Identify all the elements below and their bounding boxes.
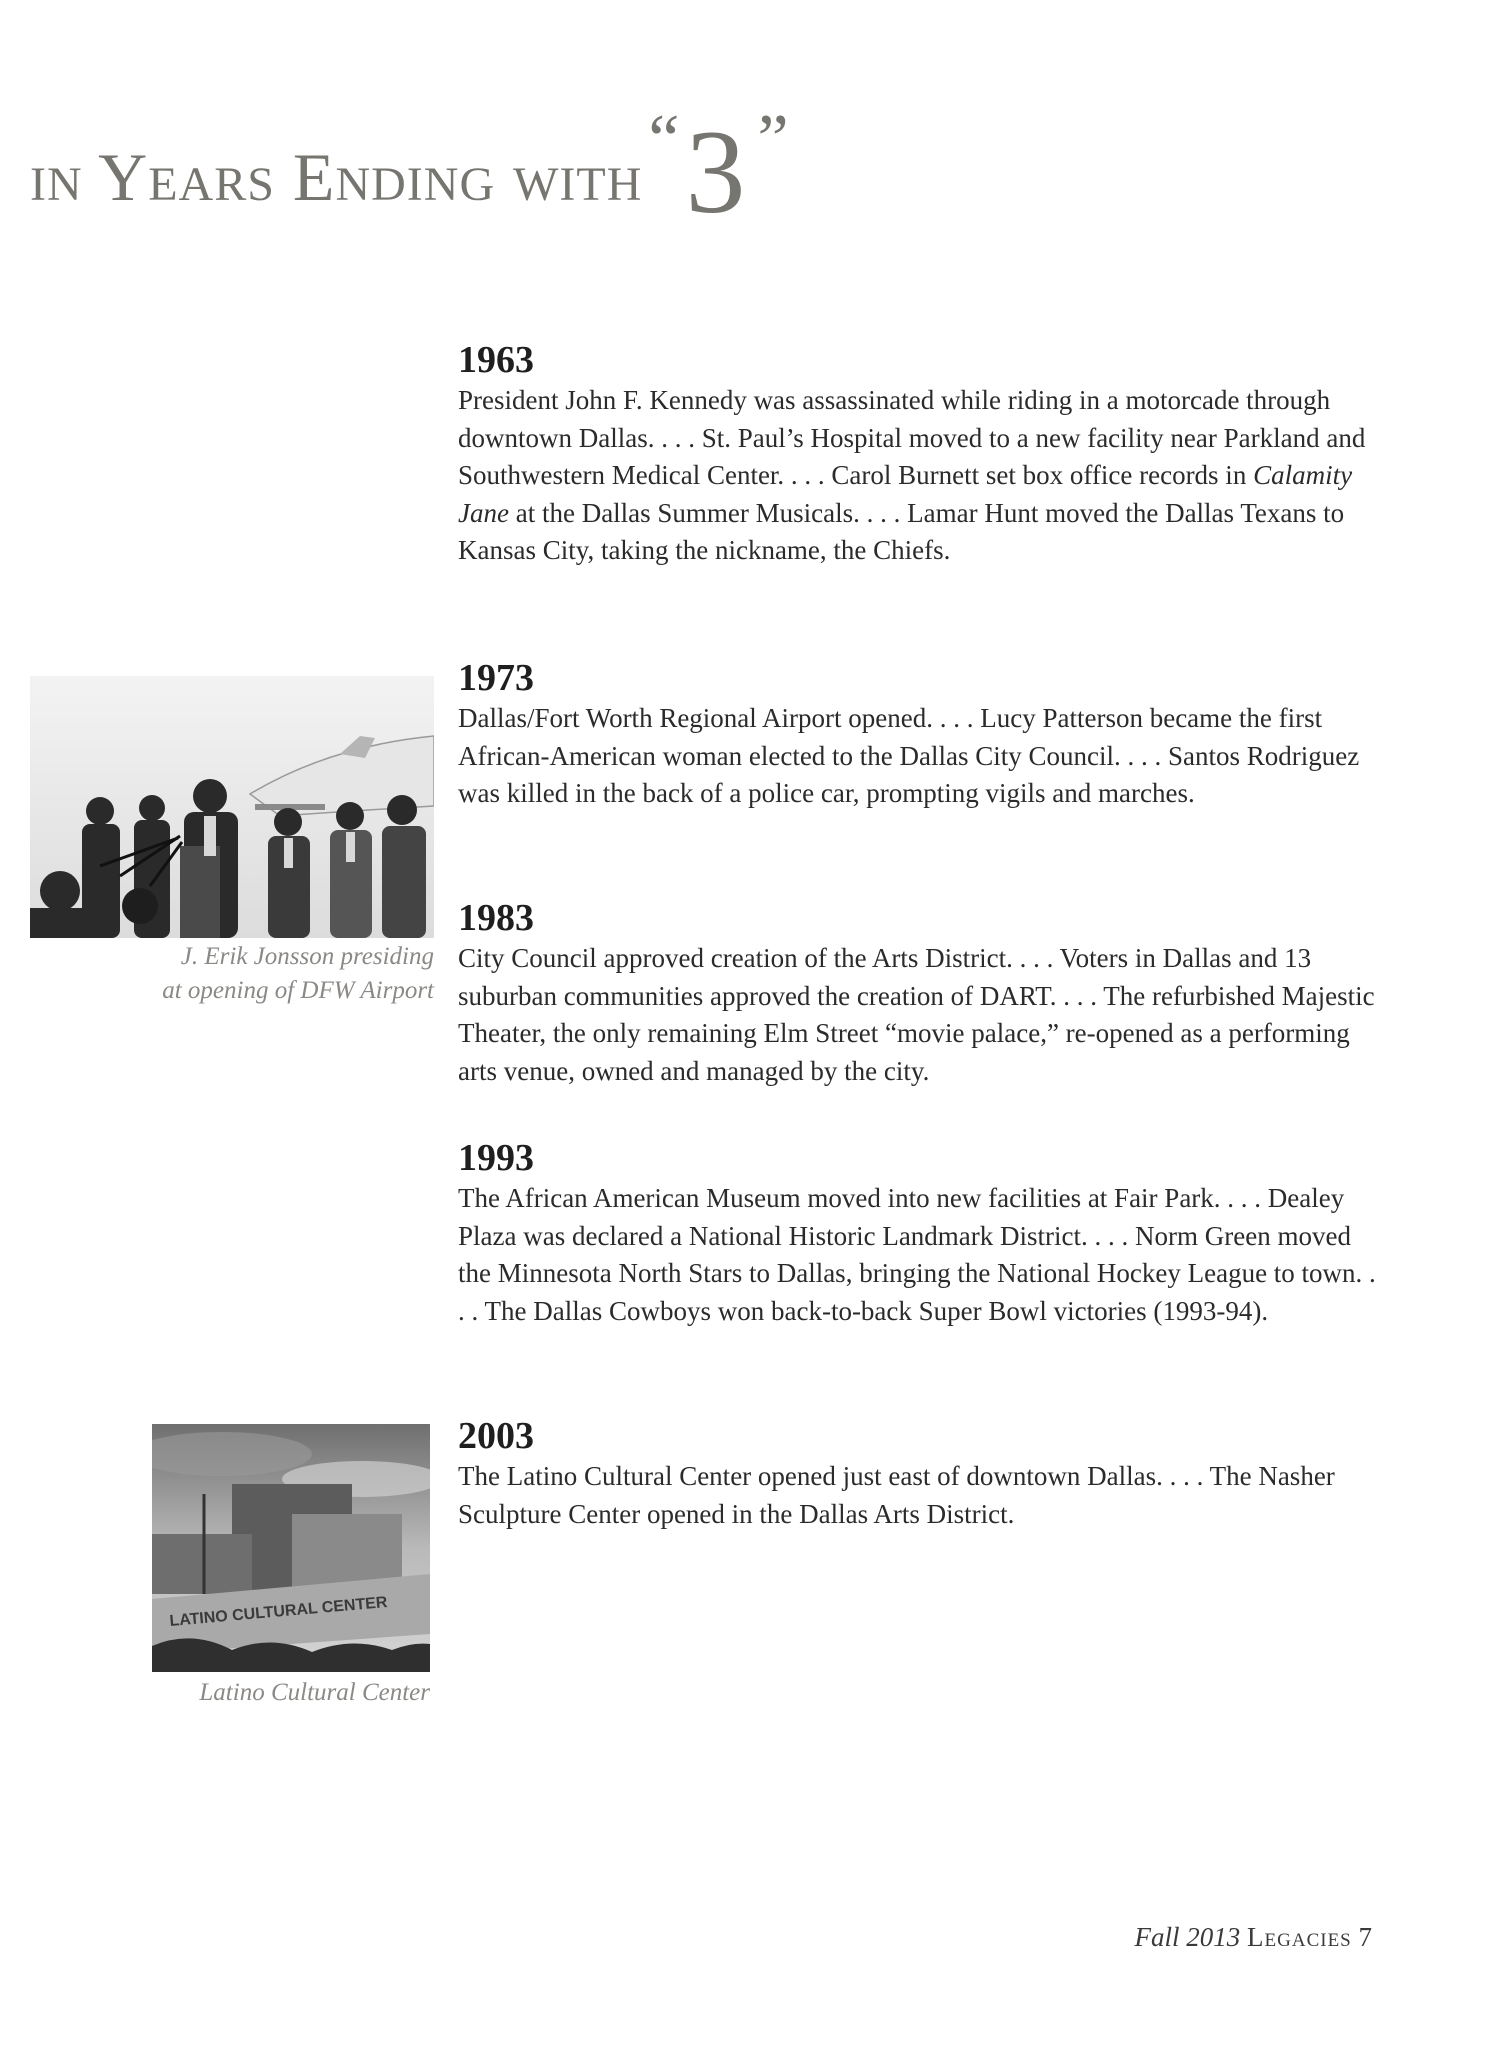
entry-1963: [458, 338, 1378, 570]
photo-dfw-airport-opening: [30, 676, 434, 938]
entry-1983: [458, 896, 1378, 1090]
photo-caption-dfw: [30, 940, 434, 1008]
entry-text: City Council approved creation of the Arts District. . . . Voters in Dallas and 13 suburban communities approved the creation of DART. . . . The refurbished Majestic Theater, the only remaining Elm Street “movie palace,” re-opened as a performing arts venue, owned and managed by the city.: [458, 943, 1375, 1086]
entry-year: 1973: [458, 657, 534, 699]
entry-text: The African American Museum moved into new facilities at Fair Park. . . . Dealey Plaza was declared a National Historic Landmark District. . . . Norm Green moved the Minnesota North Stars to Dallas, bringing the National Hockey League to town. . . . The Dallas Cowboys won back-to-back Super Bowl victories (1993-94).: [458, 1183, 1376, 1326]
entry-year: 1993: [458, 1137, 534, 1179]
page-title: [30, 100, 789, 238]
sign-text: LATINO CULTURAL CENTER: [168, 1593, 389, 1630]
page-number: 7: [1358, 1922, 1372, 1952]
entry-text: President John F. Kennedy was assassinated while riding in a motorcade through downtown Dallas. . . . St. Paul’s Hospital moved to a new facility near Parkland and Southwestern Medical Center. . . . Carol Burnett set box office records in Calamity Jane at the Dallas Summer Musicals. . . . Lamar Hunt moved the Dallas Texans to Kansas City, taking the nickname, the Chiefs.: [458, 385, 1366, 565]
caption-line: at opening of DFW Airport: [162, 977, 434, 1004]
title-open-quote: “: [648, 101, 680, 178]
entry-year: 2003: [458, 1415, 534, 1457]
caption-line: J. Erik Jonsson presiding: [180, 943, 434, 970]
title-close-quote: ”: [757, 101, 789, 178]
title-number: 3: [685, 105, 746, 238]
entry-year: 1983: [458, 897, 534, 939]
photo-caption-lcc: Latino Cultural Center: [199, 1679, 430, 1706]
entry-text: The Latino Cultural Center opened just east of downtown Dallas. . . . The Nasher Sculpture Center opened in the Dallas Arts District.: [458, 1461, 1335, 1529]
entry-text: Dallas/Fort Worth Regional Airport opened. . . . Lucy Patterson became the first African-American woman elected to the Dallas City Council. . . . Santos Rodriguez was killed in the back of a police car, prompting vigils and marches.: [458, 703, 1360, 808]
entry-1993: [458, 1136, 1378, 1330]
title-prefix: in Years Ending with: [30, 139, 643, 215]
entry-year: 1963: [458, 339, 534, 381]
entry-1973: [458, 656, 1378, 813]
page-footer: [1135, 1922, 1372, 1953]
entry-2003: [458, 1414, 1378, 1533]
photo-latino-cultural-center: [152, 1424, 430, 1672]
footer-season: Fall 2013: [1134, 1922, 1241, 1952]
italic-title: Calamity Jane: [458, 460, 1353, 528]
footer-publication: Legacies: [1247, 1922, 1352, 1952]
